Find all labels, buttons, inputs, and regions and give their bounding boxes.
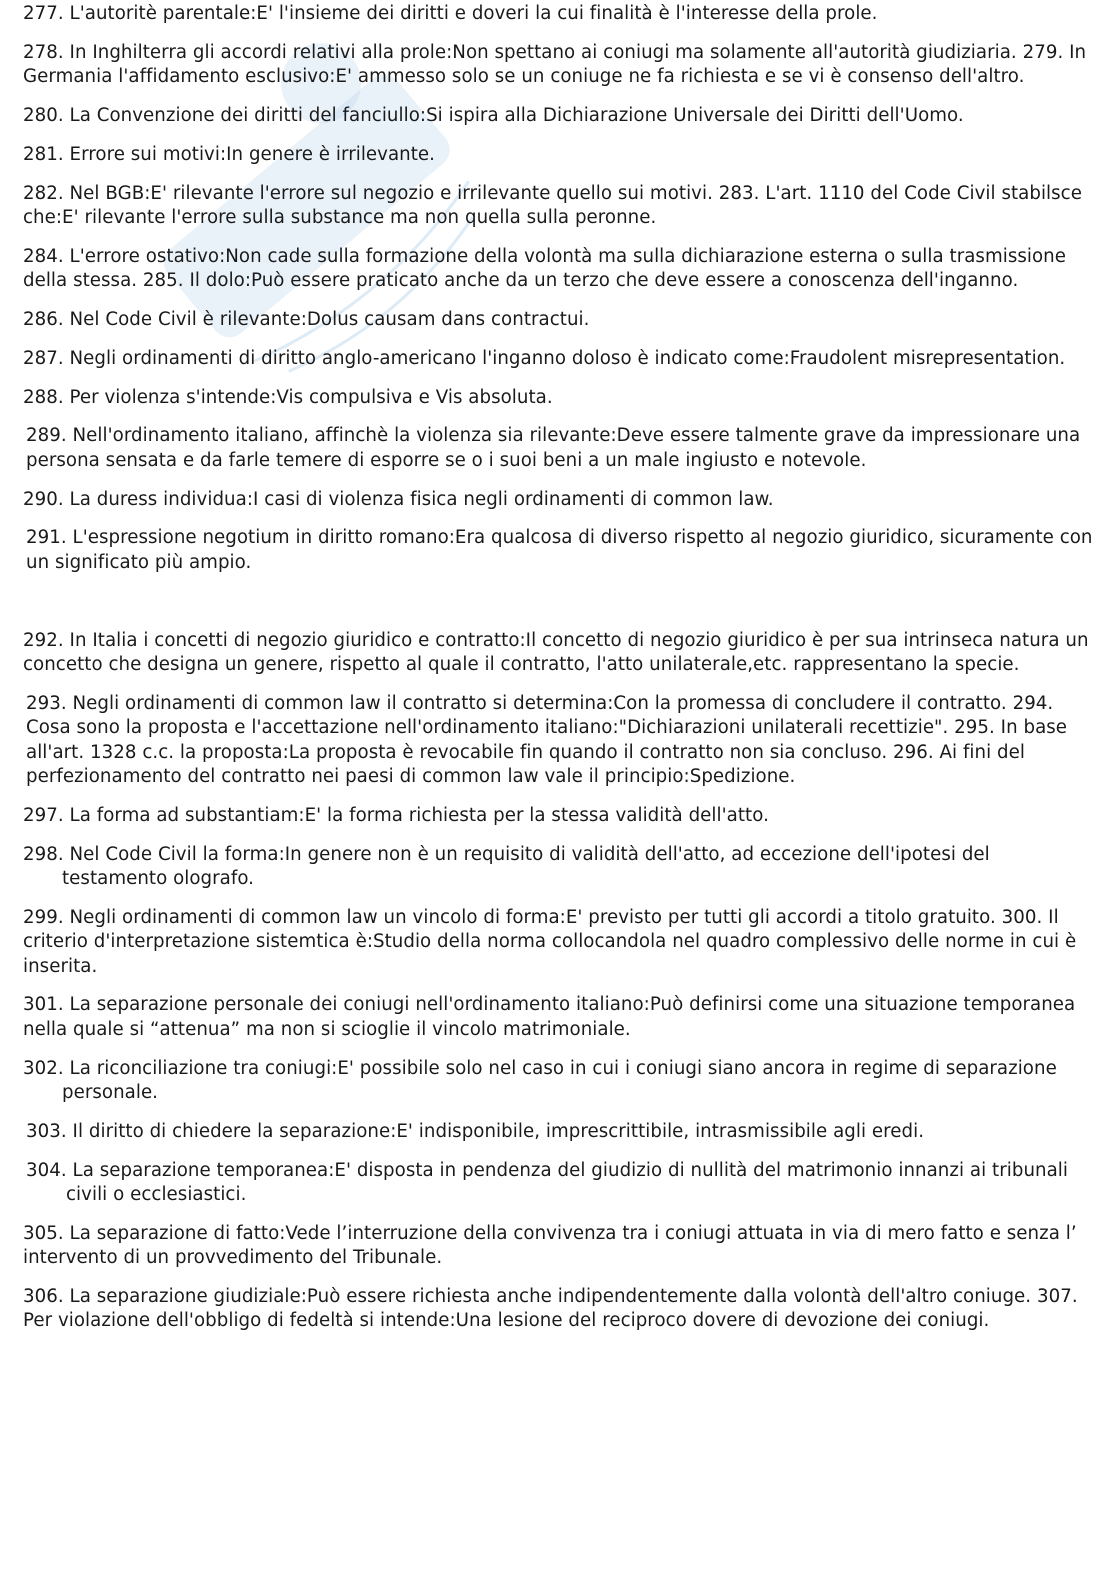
list-item: 278. In Inghilterra gli accordi relativi alla prole:Non spettano ai coniugi ma solamente all'autorità giudiziaria. 279. In Germania l'affidamento esclusivo:E' ammesso solo se un coniuge ne fa richiesta e se vi è consenso dell'altro. (23, 41, 1087, 88)
list-item: 286. Nel Code Civil è rilevante:Dolus causam dans contractui. (23, 309, 590, 330)
list-item: 288. Per violenza s'intende:Vis compulsiva e Vis absoluta. (23, 386, 553, 408)
list-item: 306. La separazione giudiziale:Può essere richiesta anche indipendentemente dalla volontà dell'altro coniuge. 307. Per violazione dell'obbligo di fedeltà si intende:Una lesione del reciproco dovere di devozione dei coniugi. (23, 1286, 1078, 1332)
list-item: 293. Negli ordinamenti di common law il contratto si determina:Con la promessa di concludere il contratto. 294. Cosa sono la proposta e l'accettazione nell'ordinamento italiano:"Dichiarazioni unilaterali recettizie". 295. In base all'art. 1328 c.c. la proposta:La proposta è revocabile fin quando il contratto non sia concluso. 296. Ai fini del perfezionamento del contratto nei paesi di common law vale il principio:Spedizione. (26, 692, 1068, 788)
list-item: 287. Negli ordinamenti di diritto anglo-americano l'inganno doloso è indicato come:Fraudolent misrepresentation. (23, 347, 1066, 369)
list-item: 281. Errore sui motivi:In genere è irrilevante. (23, 143, 436, 165)
list-item: 298. Nel Code Civil la forma:In genere non è un requisito di validità dell'atto, ad eccezione dell'ipotesi del testamento olografo. (23, 843, 990, 890)
list-item: 299. Negli ordinamenti di common law un vincolo di forma:E' previsto per tutti gli accordi a titolo gratuito. 300. Il criterio d'interpretazione sistemtica è:Studio della norma collocandola nel quadro complessivo delle norme in cui è inserita. (23, 906, 1077, 977)
list-item: 291. L'espressione negotium in diritto romano:Era qualcosa di diverso rispetto al negozio giuridico, sicuramente con un significato più ampio. (26, 527, 1093, 573)
list-item: 305. La separazione di fatto:Vede l’interruzione della convivenza tra i coniugi attuata in via di mero fatto e senza l’ intervento di un provvedimento del Tribunale. (23, 1222, 1077, 1269)
list-item: 303. Il diritto di chiedere la separazione:E' indisponibile, imprescrittibile, intrasmissibile agli eredi. (26, 1120, 925, 1142)
list-item: 292. In Italia i concetti di negozio giuridico e contratto:Il concetto di negozio giuridico è per sua intrinseca natura un concetto che designa un genere, rispetto al quale il contratto, l'atto unilaterale,etc. rappresentano la specie. (23, 629, 1089, 675)
list-item: 289. Nell'ordinamento italiano, affinchè la violenza sia rilevante:Deve essere talmente grave da impressionare una persona sensata e da farle temere di esporre se o i suoi beni a un male ingiusto e notevole. (26, 425, 1081, 471)
list-item: 304. La separazione temporanea:E' disposta in pendenza del giudizio di nullità del matrimonio innanzi ai tribunali civili o ecclesiastici. (26, 1159, 1068, 1206)
list-item: 282. Nel BGB:E' rilevante l'errore sul negozio e irrilevante quello sui motivi. 283. L'art. 1110 del Code Civil stabilsce che:E' rilevante l'errore sulla substance ma non quella sulla peronne. (23, 182, 1082, 228)
section-gap (23, 590, 1094, 629)
list-item: 302. La riconciliazione tra coniugi:E' possibile solo nel caso in cui i coniugi siano ancora in regime di separazione personale. (23, 1057, 1057, 1104)
list-item: 277. L'autoritè parentale:E' l'insieme dei diritti e doveri la cui finalità è l'interesse della prole. (23, 3, 878, 24)
list-item: 301. La separazione personale dei coniugi nell'ordinamento italiano:Può definirsi come una situazione temporanea nella quale si “attenua” ma non si scioglie il vincolo matrimoniale. (23, 994, 1076, 1040)
list-item: 280. La Convenzione dei diritti del fanciullo:Si ispira alla Dichiarazione Universale dei Diritti dell'Uomo. (23, 105, 964, 126)
list-item: 290. La duress individua:I casi di violenza fisica negli ordinamenti di common law. (23, 488, 774, 510)
list-item: 297. La forma ad substantiam:E' la forma richiesta per la stessa validità dell'atto. (23, 804, 769, 826)
list-item: 284. L'errore ostativo:Non cade sulla formazione della volontà ma sulla dichiarazione esterna o sulla trasmissione della stessa. 285. Il dolo:Può essere praticato anche da un terzo che deve essere a conoscenza dell'inganno. (23, 245, 1066, 292)
